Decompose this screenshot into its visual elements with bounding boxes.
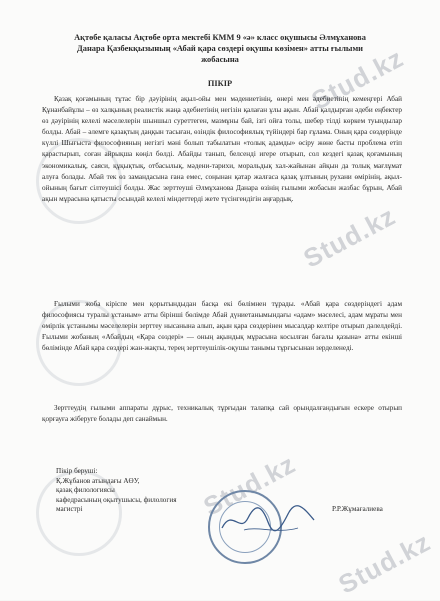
signature (218, 500, 318, 540)
title-line: жобасына (201, 55, 239, 64)
signer-name: Р.Р.Жұмағалиева (332, 505, 383, 513)
review-heading: ПІКІР (207, 79, 233, 88)
reviewer-block (56, 467, 236, 515)
watermark-text: Stud.kz (333, 526, 436, 600)
watermark-text: Stud.kz (198, 448, 301, 522)
body-paragraph: Зерттеудің ғылыми аппараты дұрыс, техникалық тұрғыдан талапқа сай орындалғандығын ескере отырып қорғауға жіберуге болады деп санаймын. (42, 404, 402, 424)
reviewer-line: Пікір беруші: (56, 467, 98, 475)
reviewer-line: Қ.Жұбанов атындағы АӨУ, (56, 476, 140, 485)
reviewer-line: магистрі (56, 505, 83, 514)
body-paragraph: Қазақ қоғамының тұтас бір дәуірінің ақыл-ойы мен мәдениетінің, өнері мен әдебиетінің кемеңгері Абай Құнанбайұлы – өз халқының реалистік жаңа әдебиетінің негізін қалаған ұлы ақын. Абай қалдырған әдеби еңбектер өз дәуірінің келелі мәселелерін шыншыл суреттеген, мазмұны бай, ізгі ойға толы, шебер тілді көркем туындылар болды. Абай – әлемге қазақтың даңқын тасыған, өзіндік философиялық түйіндері бар ғұлама. Оның қара сөздерінде күллі Шығыста философияның негізгі мәні болып табылатын «толық адамды» өсіру жөне басты проблема етіп қарастырып, соған айрықша көңіл бөлді. Абайды танып, белсенді игере отырып, сол кездегі қазақ қоғамының экономикалық, саяси, құқықтық, отбасылық, мәдени-тарихи, моральдық хал-жайынан айқын да толық мағлұмат алуға болады. Абай тек өз замандасына ғана емес, соңынан қатар жалғаса қазақ ұлтының рухани өмірінің, ақыл-ойының бағыт сілтеушісі болды. Жас зерттеуші Әлмұханова Данара өзінің ғылыми жобасын жазбас бұрын, Абай ақын мұрасына қатысты осындай келелі міндеттерді жете түсінгендігін аңғардық. (42, 95, 402, 203)
document-title (28, 32, 412, 65)
reviewer-line: кафедрасының оқытушысы, филология (56, 495, 177, 504)
title-line: Данара Қазбекқызының «Абай қара сөздері оқушы көзімен» атты ғылыми (77, 44, 363, 53)
watermark-text: Stud.kz (306, 42, 409, 116)
watermark-text: Stud.kz (298, 200, 401, 274)
body-paragraph: Ғылыми жоба кіріспе мен қорытындыдан басқа екі бөлімнен тұрады. «Абай қара сөздеріндегі адам философиясы туралы ұстаным» атты бірінші бөлімде Абай дүниетанымындағы «адам» мәселесі, адам мұраты мен өмірлік ұстанымы мәселелерін зерттеу нысанына алып, ақын қара сөздерінен мысалдар келтіре отырып дәлелдейді. Ғылыми жобаның «Абайдың «Қара сөздері» — оның ақындық мұрасына косылған бағалы қазына» атты екінші бөлімінде Абай қара сөздері жан-жақты, терең зерттеушілік-оқушы танымы тұрғысынан зерделенеді. (42, 300, 402, 353)
reviewer-line: қазақ филологиясы (56, 486, 115, 495)
title-line: Ақтөбе қаласы Ақтөбе орта мектебі КММ 9 «ә» класс оқушысы Әлмұханова (74, 33, 366, 42)
